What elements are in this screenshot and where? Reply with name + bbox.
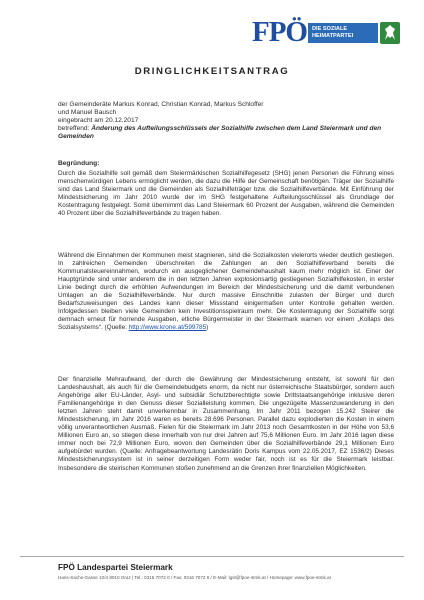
meta-subject-text: Änderung des Aufteilungsschlüssels der Sozialhilfe zwischen dem Land Steiermark und den Gemeinden <box>58 125 382 141</box>
panther-crest-icon <box>380 22 400 44</box>
paragraph-2-end: ) <box>206 324 209 332</box>
meta-subject-label: betreffend: <box>58 125 90 133</box>
fpo-logo <box>252 16 400 48</box>
source-link[interactable]: http://www.krone.at/599785 <box>128 324 207 332</box>
meta-signers-line1: der Gemeinderäte Markus Konrad, Christian Konrad, Markus Schloffer <box>58 101 264 108</box>
footer-party-name: FPÖ Landespartei Steiermark <box>58 563 173 572</box>
motion-meta <box>58 101 388 141</box>
paragraph-3: Der finanzielle Mehraufwand, der durch die Gewährung der Mindestsicherung entsteht, ist sowohl für den Landeshaushalt, als auch für die Gemeindebudgets enorm, da nicht nur österreichische Staatsbürger, sondern auch Angehörige aller EU-Länder, Asyl- und subsidiär Schutzberechtigte sowie Drittstaatsangehörige inklusive deren Familienangehörige in den Genuss dieser Sozialleistung kommen. Die ungezügelte Massenzuwanderung in den letzten Jahren steht damit unverkennbar in Zusammenhang. Im Jahr 2011 bezogen 15.242 Steirer die Mindestsicherung, im Jahr 2016 waren es bereits 28.696 Personen. Parallel dazu explodierten die Kosten in einem völlig unverantwortlichen Ausmaß. Fielen für die Steiermark im Jahr 2013 noch Gesamtkosten in der Höhe von 53,6 Millionen Euro an, so stiegen diese innerhalb von nur drei Jahren auf 75,6 Millionen Euro. Im Jahr 2016 lagen diese immer noch bei 72,9 Millionen Euro, wovon den Gemeinden über die Sozialhilfeverbände 29,1 Millionen Euro aufgebürdet wurden. (Quelle: Anfragebeantwortung Landesrätin Doris Kampus vom 22.05.2017, EZ 1536/2) Dieses Mindestsicherungssystem ist in seiner derzeitigen Form weder fair, noch ist es für die Steiermark leistbar. Insbesondere die steirischen Kommunen stoßen zunehmend an die Grenzen ihrer finanziellen Möglichkeiten. <box>58 376 394 472</box>
logo-tagline <box>308 23 378 43</box>
paragraph-2-text: Während die Einnahmen der Kommunen meist stagnieren, sind die Sozialkosten vielerorts wieder deutlich gestiegen. In zahlreichen Gemeinden überschreiten die Zahlungen an den Sozialhilfeverband bereits die Kommunalsteuereinnahmen, wodurch ein ausgeglichener Gemeindehaushalt kaum mehr möglich ist. Einer der Hauptgründe sind unter anderem die in den letzten Jahren explosionsartig gestiegenen Sozialhilfekosten, in erster Linie bedingt durch die erhöhten Aufwendungen im Bereich der Mindestsicherung und die damit verbundenen Umlagen an die Sozialhilfeverbände. Nur durch massive Einschnitte zulasten der Bürger und durch Bedarfszuweisungen des Landes kann dieser Missstand einigermaßen unter Kontrolle gehalten werden. Infolgedessen bleiben viele Gemeinden kein Investitionsspielraum mehr. Die Kostentragung der Sozialhilfe sorgt demnach erneut für horrende Ausgaben, etliche Bürgermeister in der Steiermark warnen vor einem „Kollaps des Sozialsystems“. (Quelle: <box>58 252 394 332</box>
logo-tagline-line1: DIE SOZIALE <box>312 26 348 32</box>
logo-wordmark: FPÖ <box>252 16 307 48</box>
paragraph-1: Durch die Sozialhilfe soll gemäß dem Steiermärkischen Sozialhilfegesetz (SHG) jenen Personen die Führung eines menschenwürdigen Lebens ermöglicht werden, die dazu die Hilfe der Gemeinschaft benötigen. Träger der Sozialhilfe sind das Land Steiermark und die Gemeinden als Sozialhilfeträger bzw. die Sozialhilfeverbände. Mit Einführung der Mindestsicherung im Jahr 2010 wurde der im SHG festgehaltene Aufteilungsschlüssel als Grundlage der Kostentragung festgelegt. Somit übernimmt das Land Steiermark 60 Prozent der Ausgaben, während die Gemeinden 40 Prozent über die Sozialhilfeverbände zu tragen haben. <box>58 170 394 218</box>
section-heading: Begründung: <box>58 160 100 167</box>
meta-submitted-date: eingebracht am 20.12.2017 <box>58 117 139 125</box>
meta-signers-line2: und Manuel Bausch <box>58 109 117 117</box>
footer-divider <box>20 556 404 557</box>
meta-subject <box>58 125 388 141</box>
logo-tagline-line2: HEIMATPARTEI <box>312 32 354 39</box>
document-title: DRINGLICHKEITSANTRAG <box>134 66 290 77</box>
paragraph-2 <box>58 252 394 332</box>
footer-contact-line: Hans-Sachs-Gasse 10/4 8010 Graz | Tel.: 0316 7072 0 / Fax: 0316 7072 6 / E-Mail: lgst@fpoe-stmk.at / Homepage: www.fpoe-stmk.at <box>58 575 331 580</box>
